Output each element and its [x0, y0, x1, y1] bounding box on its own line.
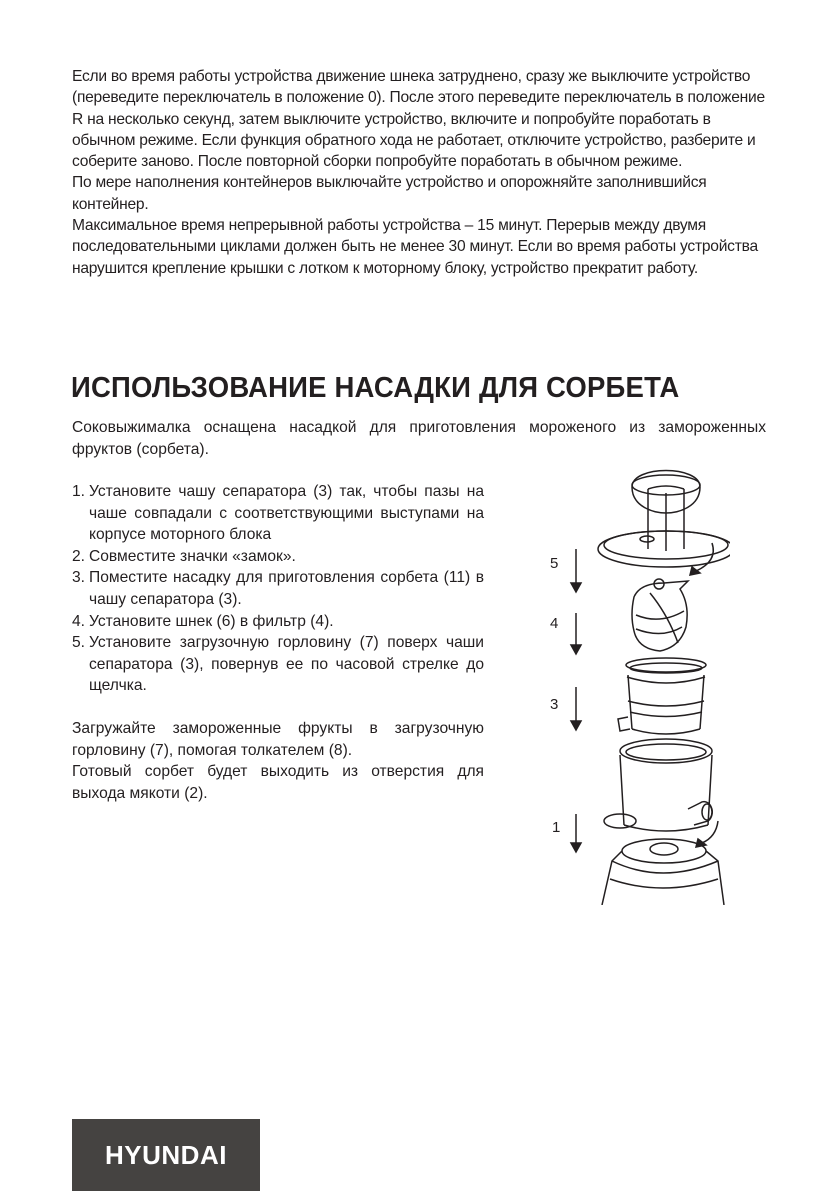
step-item [72, 546, 484, 568]
intro-paragraph-1: Если во время работы устройства движение шнека затруднено, сразу же выключите устройство (переведите переключатель в положение 0). После этого переведите переключатель в положение R на несколько секунд, затем выключите устройство, включите и попробуйте поработать в обычном режиме. Если функция обратного хода не работает, отключите устройство, разберите и соберите заново. После повторной сборки попробуйте поработать в обычном режиме. [72, 68, 765, 171]
step-number: 1. [72, 483, 86, 500]
step-number: 2. [72, 547, 86, 565]
step-item [72, 611, 484, 633]
step-number: 3. [72, 569, 86, 587]
brand-logo [72, 1119, 260, 1191]
usage-note-2: Готовый сорбет будет выходить из отверстия для выхода мякоти (2). [72, 763, 484, 802]
step-number: 5. [72, 634, 86, 652]
intro-paragraph-2: По мере наполнения контейнеров выключайте устройство и опорожняйте заполнившийся контейнер. [72, 174, 707, 213]
intro-paragraph-3: Максимальное время непрерывной работы устройства – 15 минут. Перерыв между двумя последовательными циклами должен быть не менее 30 минут. Если во время работы устройства нарушится крепление крышки с лотком к моторному блоку, устройство прекратит работу. [72, 217, 758, 277]
diagram-label-3: 3 [550, 696, 559, 713]
step-item [72, 567, 484, 610]
assembly-diagram [540, 465, 730, 905]
intro-text [72, 66, 772, 279]
step-number: 4. [72, 612, 86, 630]
usage-note-1: Загружайте замороженные фрукты в загрузочную горловину (7), помогая толкателем (8). [72, 720, 484, 759]
step-item [72, 481, 484, 546]
juice-bowl-icon [604, 739, 718, 847]
sorbet-auger-icon [632, 579, 688, 651]
juicer-exploded-view-icon [540, 465, 730, 905]
usage-notes [72, 718, 484, 804]
diagram-label-5: 5 [550, 555, 559, 572]
step-text: Совместите значки «замок». [89, 547, 296, 565]
motor-base-icon [602, 839, 724, 905]
step-text: Поместите насадку для приготовления сорбета (11) в чашу сепаратора (3). [89, 569, 484, 608]
step-text: Установите чашу сепаратора (3) так, чтобы пазы на чаше совпадали с соответствующими выступами на корпусе моторного блока [89, 483, 484, 544]
filter-bowl-icon [618, 658, 706, 734]
section-lead: Соковыжималка оснащена насадкой для приготовления мороженого из замороженных фруктов (сорбета). [72, 419, 766, 458]
brand-name: HYUNDAI [105, 1139, 227, 1170]
step-text: Установите загрузочную горловину (7) поверх чаши сепаратора (3), повернув ее по часовой стрелке до щелчка. [89, 634, 484, 695]
diagram-label-4: 4 [550, 615, 559, 632]
section-title: ИСПОЛЬЗОВАНИЕ НАСАДКИ ДЛЯ СОРБЕТА [71, 371, 680, 404]
steps-list [72, 481, 484, 697]
step-item [72, 632, 484, 697]
feed-chute-icon [598, 471, 730, 576]
down-arrows-icon [571, 549, 581, 852]
diagram-label-1: 1 [552, 819, 561, 836]
step-text: Установите шнек (6) в фильтр (4). [89, 612, 334, 630]
